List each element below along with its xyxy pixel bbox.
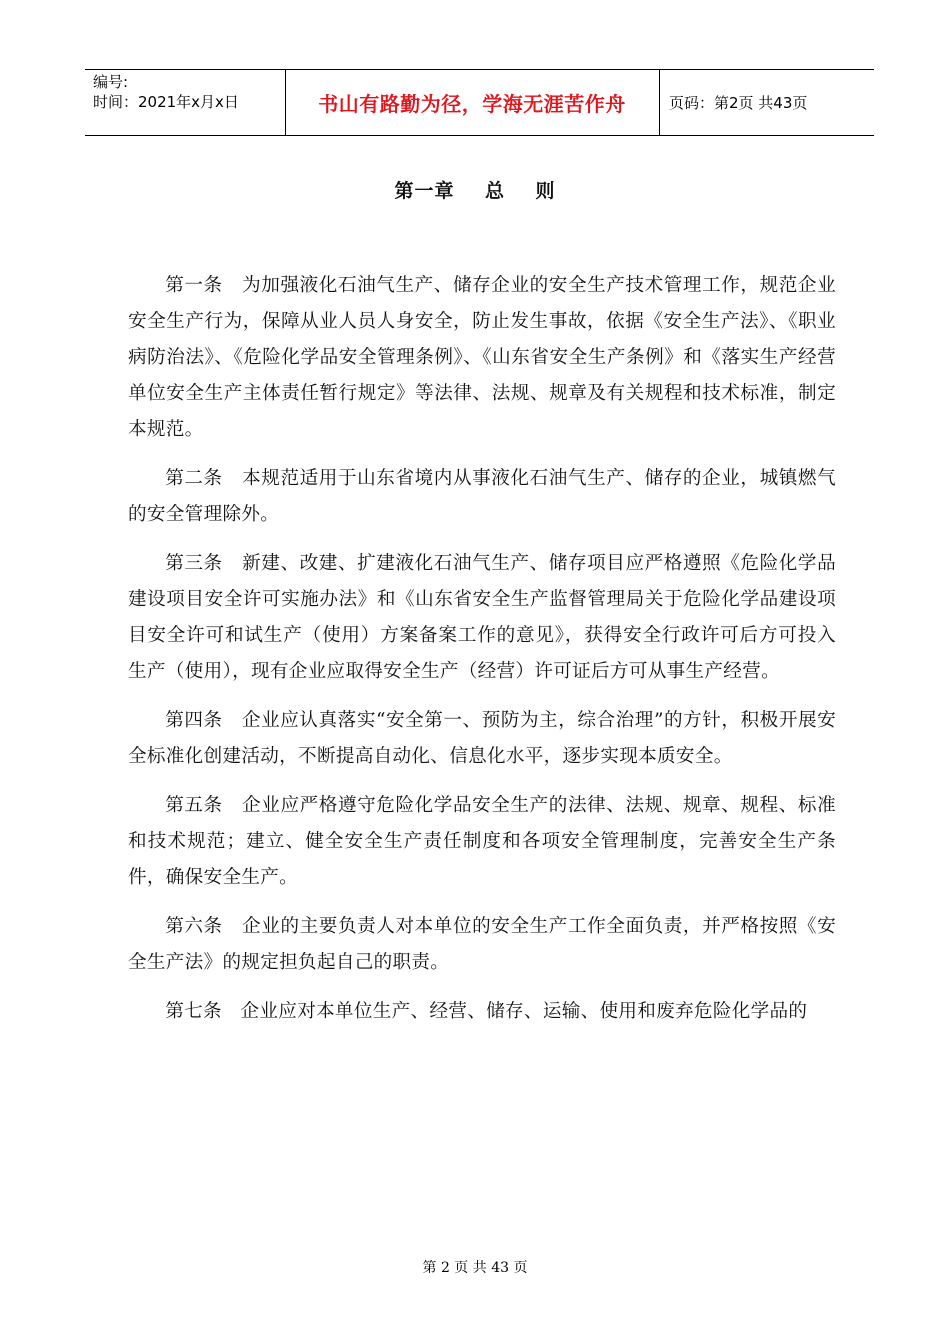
article-text: 本规范适用于山东省境内从事液化石油气生产、储存的企业，城镇燃气的安全管理除外。 <box>128 468 836 525</box>
article-label: 第四条 <box>165 710 223 731</box>
article-label: 第一条 <box>165 275 223 296</box>
article-label: 第二条 <box>165 468 223 489</box>
article-5 <box>128 788 836 896</box>
article-text: 新建、改建、扩建液化石油气生产、储存项目应严格遵照《危险化学品建设项目安全许可实施办法》和《山东省安全生产监督管理局关于危险化学品建设项目安全许可和试生产（使用）方案备案工作的意见》，获得安全行政许可后方可投入生产（使用），现有企业应取得安全生产（经营）许可证后方可从事生产经营。 <box>128 553 836 682</box>
article-label: 第五条 <box>165 795 223 816</box>
article-text: 企业应严格遵守危险化学品安全生产的法律、法规、规章、规程、标准和技术规范；建立、健全安全生产责任制度和各项安全管理制度，完善安全生产条件，确保安全生产。 <box>128 795 836 888</box>
article-4 <box>128 703 836 775</box>
date-line: 时间：2021年x月x日 <box>93 93 239 111</box>
chapter-title: 第一章 总 则 <box>394 180 556 202</box>
article-2 <box>128 461 836 533</box>
document-body <box>128 268 836 1043</box>
article-label: 第三条 <box>165 553 223 574</box>
article-text: 为加强液化石油气生产、储存企业的安全生产技术管理工作，规范企业安全生产行为，保障从业人员人身安全，防止发生事故，依据《安全生产法》、《职业病防治法》、《危险化学品安全管理条例》、《山东省安全生产条例》和《落实生产经营单位安全生产主体责任暂行规定》等法律、法规、规章及有关规程和技术标准，制定本规范。 <box>128 275 836 440</box>
article-label: 第七条 <box>165 1001 222 1022</box>
page-header <box>85 69 874 136</box>
article-3 <box>128 546 836 690</box>
article-text: 企业的主要负责人对本单位的安全生产工作全面负责，并严格按照《安全生产法》的规定担负起自己的职责。 <box>128 916 836 973</box>
header-divider <box>659 70 660 135</box>
article-1 <box>128 268 836 448</box>
number-label: 编号: <box>93 73 129 91</box>
article-6 <box>128 909 836 981</box>
article-label: 第六条 <box>165 916 223 937</box>
header-motto: 书山有路勤为径，学海无涯苦作舟 <box>318 92 626 116</box>
article-text: 企业应认真落实“安全第一、预防为主，综合治理”的方针，积极开展安全标准化创建活动，不断提高自动化、信息化水平，逐步实现本质安全。 <box>128 710 836 767</box>
header-info <box>93 72 239 112</box>
header-page-indicator: 页码：第2页 共43页 <box>669 94 808 112</box>
article-text: 企业应对本单位生产、经营、储存、运输、使用和废弃危险化学品的 <box>240 1001 808 1022</box>
page-footer: 第 2 页 共 43 页 <box>422 1260 528 1276</box>
article-7 <box>128 994 836 1030</box>
